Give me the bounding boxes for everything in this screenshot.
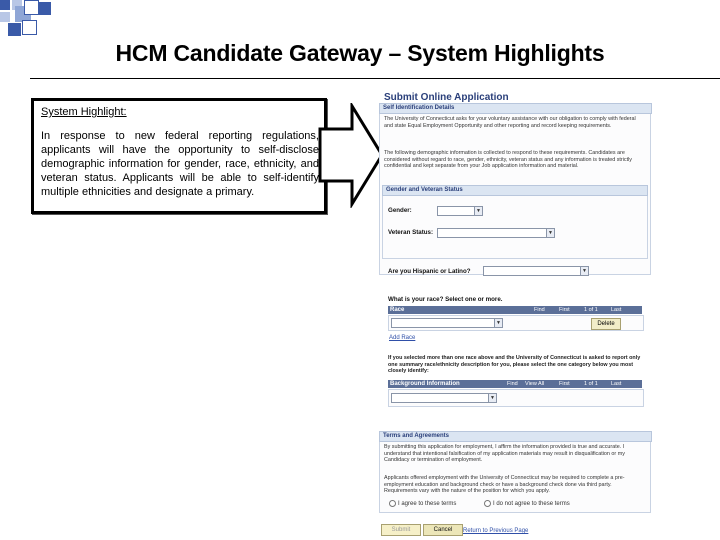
radio-icon[interactable] [484,500,491,507]
square-6 [38,2,51,15]
terms-header: Terms and Agreements [379,431,652,442]
self-id-paragraph-2: The following demographic information is collected to respond to these requirements. Candidates are considered without regard to race, gender, ethnicity, veteran status and any information is treated strictly confidential and kept separate from your Job application information and material. [384,150,632,170]
chevron-down-icon: ▼ [474,207,482,215]
veteran-label: Veteran Status: [388,229,434,236]
terms-paragraph-2: Applicants offered employment with the University of Connecticut may be required to complete a pre-employment education and background check or have a background check done via third party. Requirements vary with the nature of the position for which you apply. [384,475,625,495]
race-grid-last[interactable]: Last [611,307,622,313]
hispanic-select[interactable] [483,266,589,276]
background-grid-view-all[interactable]: View All [525,381,545,387]
terms-paragraph-1: By submitting this application for employment, I affirm the information provided is true and accurate. I understand that intentional falsification of my application materials may result in disqualification or my Candidacy or termination of employment. [384,444,625,464]
background-grid-first[interactable]: First [559,381,570,387]
hispanic-label: Are you Hispanic or Latino? [388,268,471,275]
add-race-link[interactable]: Add Race [389,335,416,341]
submit-button[interactable]: Submit [381,524,421,536]
return-link[interactable]: Return to Previous Page [463,528,529,534]
gender-veteran-subsection [382,185,648,259]
highlight-heading: System Highlight: [41,106,127,118]
highlight-body: In response to new federal reporting regulations, applicants will have the opportunity to self-disclose demographic information for gender, race, ethnicity, and veteran status. Applicants will be able to self-identify multiple ethnicities and designate a primary. [41,130,319,198]
chevron-down-icon: ▼ [494,319,502,327]
chevron-down-icon: ▼ [546,229,554,237]
title-rule [30,78,720,79]
background-question: If you selected more than one race above and the University of Connecticut is asked to report only one summary race/ethnicity description for you, please select the one category below you most closely identify: [388,355,641,375]
self-id-header: Self Identification Details [379,103,652,114]
self-id-paragraph-1: The University of Connecticut asks for your voluntary assistance with our obligation to comply with federal and state Equal Employment Opportunity and other reporting and record keeping requirements. [384,116,636,129]
race-grid-range: 1 of 1 [584,307,598,313]
background-grid-last[interactable]: Last [611,381,622,387]
gender-label: Gender: [388,207,412,214]
chevron-down-icon: ▼ [488,394,496,402]
right-arrow-icon [316,103,386,208]
delete-button[interactable]: Delete [591,318,621,330]
highlight-box [31,98,327,214]
background-grid-range: 1 of 1 [584,381,598,387]
square-1 [0,0,10,10]
online-application-form [379,90,711,540]
chevron-down-icon: ▼ [580,267,588,275]
slide-title: HCM Candidate Gateway – System Highlights [115,40,605,66]
gender-veteran-header: Gender and Veteran Status [382,185,648,196]
agree-label: I agree to these terms [398,501,457,508]
radio-icon[interactable] [389,500,396,507]
background-grid-header: Background Information [388,380,642,388]
cancel-button[interactable]: Cancel [423,524,463,536]
veteran-select[interactable] [437,228,555,238]
race-grid-header: Race [388,306,642,314]
form-title: Submit Online Application [384,92,509,103]
race-select[interactable] [391,318,503,328]
square-7 [8,23,21,36]
square-8 [22,20,37,35]
background-grid-find[interactable]: Find [507,381,518,387]
race-question: What is your race? Select one or more. [388,296,503,303]
disagree-option[interactable] [484,500,570,507]
square-3 [0,12,10,22]
gender-select[interactable] [437,206,483,216]
background-select[interactable] [391,393,497,403]
race-grid-find[interactable]: Find [534,307,545,313]
disagree-label: I do not agree to these terms [493,501,570,508]
square-5 [24,0,39,15]
race-grid-first[interactable]: First [559,307,570,313]
agree-option[interactable] [389,500,456,507]
